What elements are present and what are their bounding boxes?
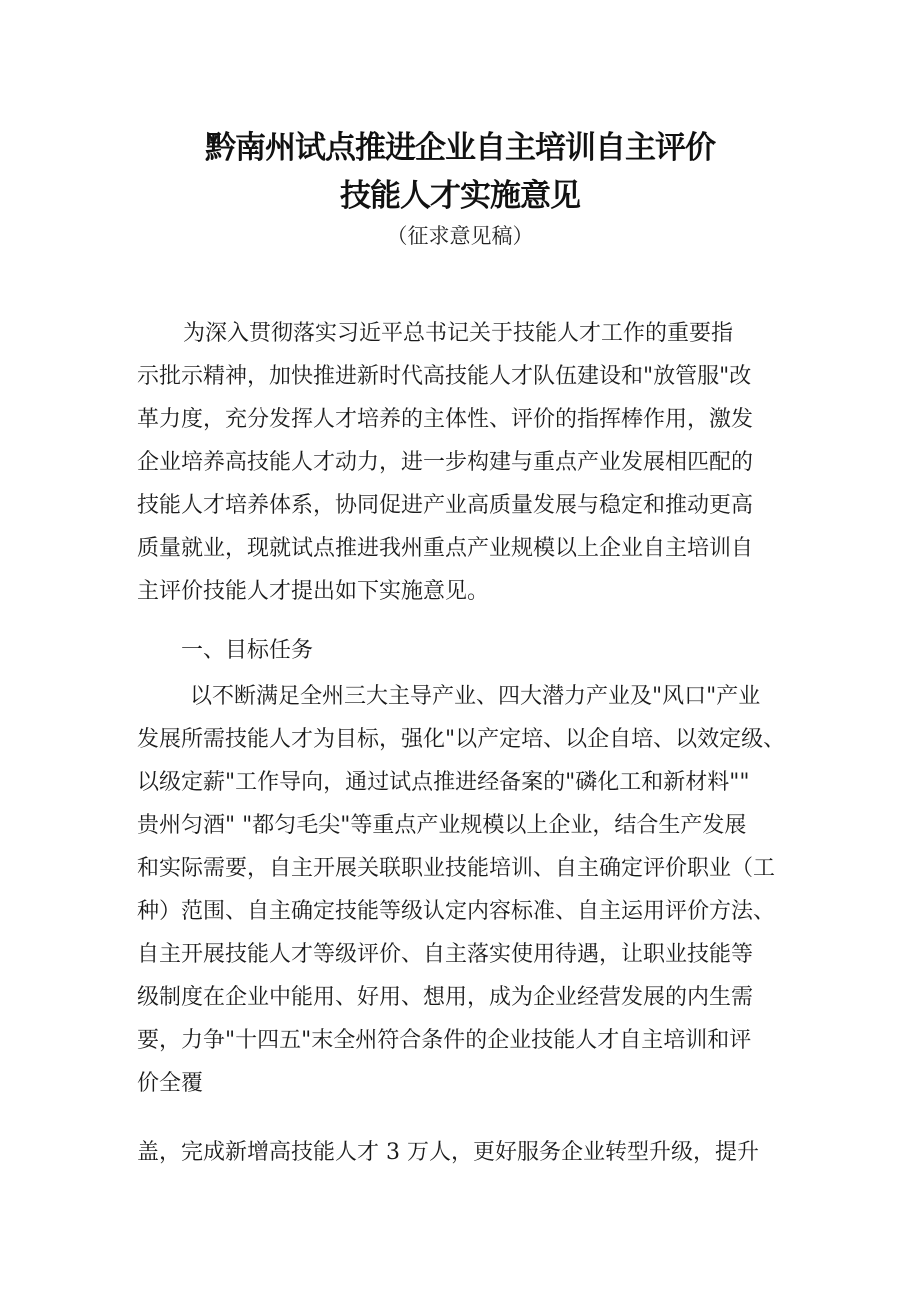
document-title-line-2: 技能人才实施意见 (340, 178, 580, 214)
body-line: 质量就业，现就试点推进我州重点产业规模以上企业自主培训自 (137, 536, 754, 561)
body-line: 主评价技能人才提出如下实施意见。 (137, 579, 490, 604)
body-line: 革力度，充分发挥人才培养的主体性、评价的指挥棒作用，激发 (137, 407, 754, 432)
body-line: 发展所需技能人才为目标，强化"以产定培、以企自培、以效定级、 (137, 727, 786, 752)
document-title-line-1: 黔南州试点推进企业自主培训自主评价 (205, 130, 715, 166)
body-line: 示批示精神，加快推进新时代高技能人才队伍建设和"放管服"改 (137, 364, 752, 389)
body-line: 盖，完成新增高技能人才 3 万人，更好服务企业转型升级，提升 (137, 1140, 759, 1165)
body-line: 自主开展技能人才等级评价、自主落实使用待遇，让职业技能等 (137, 942, 754, 967)
body-line: 和实际需要，自主开展关联职业技能培训、自主确定评价职业（工 (137, 856, 776, 881)
body-line: 以不断满足全州三大主导产业、四大潜力产业及"风口"产业 (190, 684, 761, 709)
body-line: 贵州匀酒" "都匀毛尖"等重点产业规模以上企业，结合生产发展 (137, 813, 747, 838)
body-line: 为深入贯彻落实习近平总书记关于技能人才工作的重要指 (183, 321, 734, 346)
body-line: 要，力争"十四五"末全州符合条件的企业技能人才自主培训和评 (137, 1028, 752, 1053)
body-line: 企业培养高技能人才动力，进一步构建与重点产业发展相匹配的 (137, 450, 754, 475)
body-line: 级制度在企业中能用、好用、想用，成为企业经营发展的内生需 (137, 985, 754, 1010)
body-line: 以级定薪"工作导向，通过试点推进经备案的"磷化工和新材料"" (137, 770, 750, 795)
body-line: 价全覆 (137, 1071, 204, 1096)
body-line: 种）范围、自主确定技能等级认定内容标准、自主运用评价方法、 (137, 899, 776, 924)
body-line: 技能人才培养体系，协同促进产业高质量发展与稳定和推动更高 (137, 493, 754, 518)
section-heading: 一、目标任务 (181, 638, 314, 663)
document-subtitle: （征求意见稿） (386, 224, 534, 248)
